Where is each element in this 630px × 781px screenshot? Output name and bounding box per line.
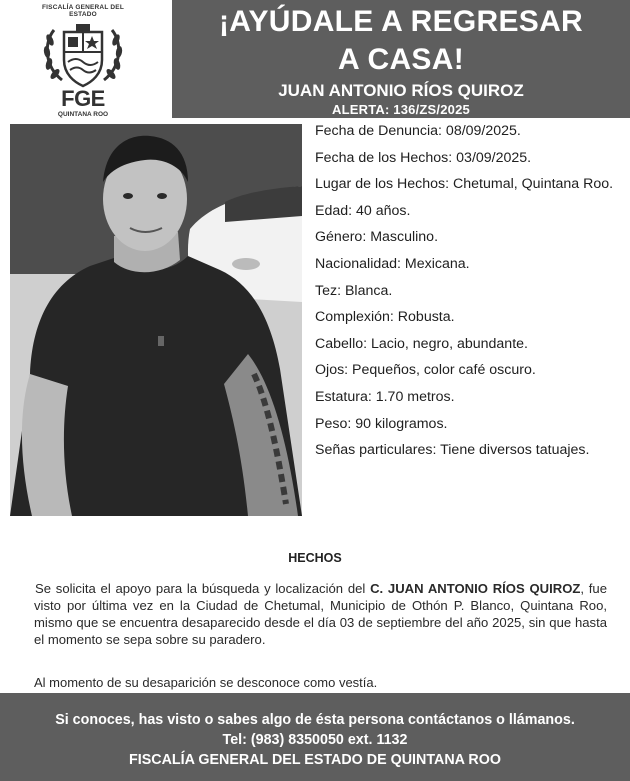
clothing-note: Al momento de su desaparición se desconoce como vestía. xyxy=(34,675,378,690)
nationality: Nacionalidad: Mexicana. xyxy=(315,255,470,272)
agency-name: FISCALÍA GENERAL DEL ESTADO DE QUINTANA ROO xyxy=(129,752,501,768)
banner-title-line2: A CASA! xyxy=(338,43,464,76)
hair: Cabello: Lacio, negro, abundante. xyxy=(315,335,528,352)
facts-text-start: Se solicita el apoyo para la búsqueda y localización del xyxy=(35,581,371,596)
fge-logo xyxy=(28,4,138,120)
event-date: Fecha de los Hechos: 03/09/2025. xyxy=(315,149,532,166)
missing-person-photo xyxy=(10,124,302,516)
banner-title-line1: ¡AYÚDALE A REGRESAR xyxy=(218,5,584,38)
header-banner xyxy=(172,0,630,118)
weight: Peso: 90 kilogramos. xyxy=(315,415,448,432)
gender: Género: Masculino. xyxy=(315,229,439,246)
facts-person-name: C. JUAN ANTONIO RÍOS QUIROZ xyxy=(370,581,581,596)
eyes: Ojos: Pequeños, color café oscuro. xyxy=(315,362,536,379)
alert-number: ALERTA: 136/ZS/2025 xyxy=(332,102,470,117)
complaint-date: Fecha de Denuncia: 08/09/2025. xyxy=(315,123,521,139)
distinguishing-marks: Señas particulares: Tiene diversos tatuajes. xyxy=(315,442,590,459)
logo-top-text: FISCALÍA GENERAL DEL ESTADO xyxy=(41,4,124,18)
facts-paragraph xyxy=(34,580,607,648)
event-location: Lugar de los Hechos: Chetumal, Quintana Roo. xyxy=(315,176,614,193)
build: Complexión: Robusta. xyxy=(315,309,455,326)
person-details xyxy=(315,123,615,469)
age: Edad: 40 años. xyxy=(315,202,411,219)
contact-appeal: Si conoces, has visto o sabes algo de ésta persona contáctanos o llámanos. xyxy=(55,712,575,728)
logo-bottom-text: QUINTANA ROO xyxy=(57,111,109,118)
contact-phone: Tel: (983) 8350050 ext. 1132 xyxy=(222,732,408,748)
facts-text-end: , fue visto por última vez en la Ciudad de Chetumal, Municipio de Othón P. Blanco, Quintana Roo, mismo que se encuentra desaparecido desde el día 03 de septiembre del año 2025, sin que hasta el momento se sepa sobre su paradero. xyxy=(34,581,607,647)
facts-heading: HECHOS xyxy=(288,551,342,565)
complexion: Tez: Blanca. xyxy=(315,282,393,299)
missing-person-name: JUAN ANTONIO RÍOS QUIROZ xyxy=(278,81,524,100)
contact-footer xyxy=(0,693,630,781)
logo-acronym: FGE xyxy=(61,86,105,111)
height: Estatura: 1.70 metros. xyxy=(315,388,455,405)
coat-of-arms-icon xyxy=(40,20,126,90)
